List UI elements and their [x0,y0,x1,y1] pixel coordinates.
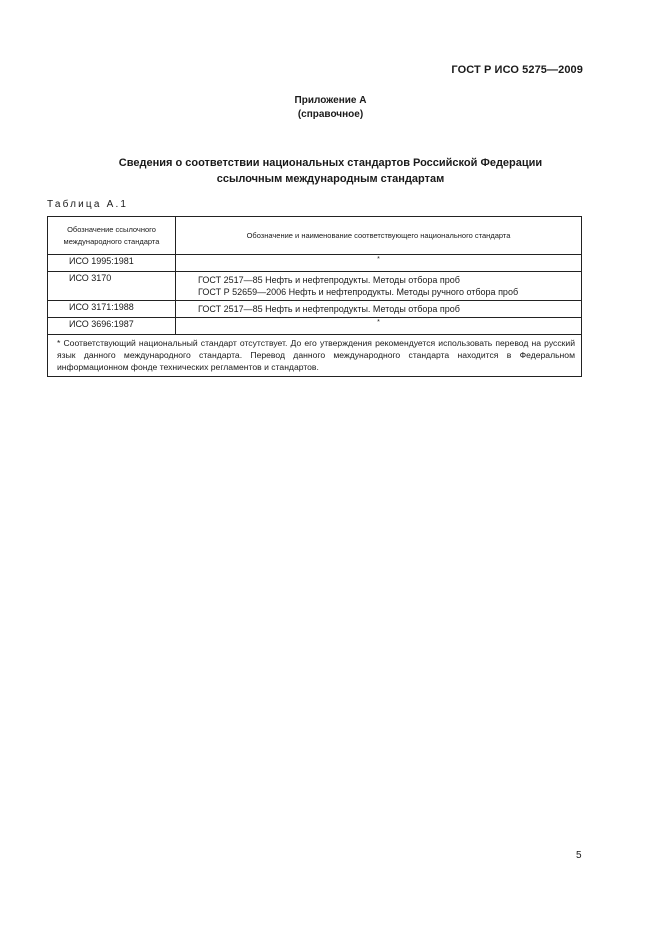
iso-standard-cell: ИСО 3696:1987 [48,318,176,335]
table-row [48,301,582,318]
page-number: 5 [576,850,582,861]
table-footnote-row [48,335,582,377]
document-code: ГОСТ Р ИСО 5275—2009 [451,64,583,76]
iso-standard-cell: ИСО 1995:1981 [48,255,176,272]
footnote-marker: * [377,256,380,263]
annex-title: Приложение А [294,95,367,106]
national-standard-line: ГОСТ 2517—85 Нефть и нефтепродукты. Методы отбора проб [198,304,460,314]
footnote-marker: * [377,319,380,326]
iso-standard-cell: ИСО 3171:1988 [48,301,176,318]
national-standard-cell [176,301,582,318]
national-standard-cell [176,255,582,272]
national-standard-line: ГОСТ 2517—85 Нефть и нефтепродукты. Методы отбора проб [198,275,460,285]
table-header-row [48,217,582,255]
table-caption: Таблица А.1 [47,199,129,210]
section-heading-line-2: ссылочным международным стандартам [216,173,445,185]
section-heading [0,155,661,187]
national-standard-line: ГОСТ Р 52659—2006 Нефть и нефтепродукты. Методы ручного отбора проб [198,287,519,297]
iso-standard-cell: ИСО 3170 [48,272,176,301]
table-footnote: * Соответствующий национальный стандарт отсутствует. До его утверждения рекомендуется использовать перевод на русский язык данного международного стандарта. Перевод данного международного стандарта находится в Федеральном информационном фонде технических регламентов и стандартов. [48,335,582,377]
column-header-national: Обозначение и наименование соответствующего национального стандарта [176,217,582,255]
column-header-international: Обозначение ссылочного международного стандарта [48,217,176,255]
table-row [48,272,582,301]
table-row [48,318,582,335]
table-row [48,255,582,272]
standards-correspondence-table [47,216,582,377]
national-standard-cell [176,318,582,335]
annex-label [0,94,661,122]
national-standard-cell [176,272,582,301]
annex-subtitle: (справочное) [297,109,364,120]
section-heading-line-1: Сведения о соответствии национальных стандартов Российской Федерации [118,157,543,169]
